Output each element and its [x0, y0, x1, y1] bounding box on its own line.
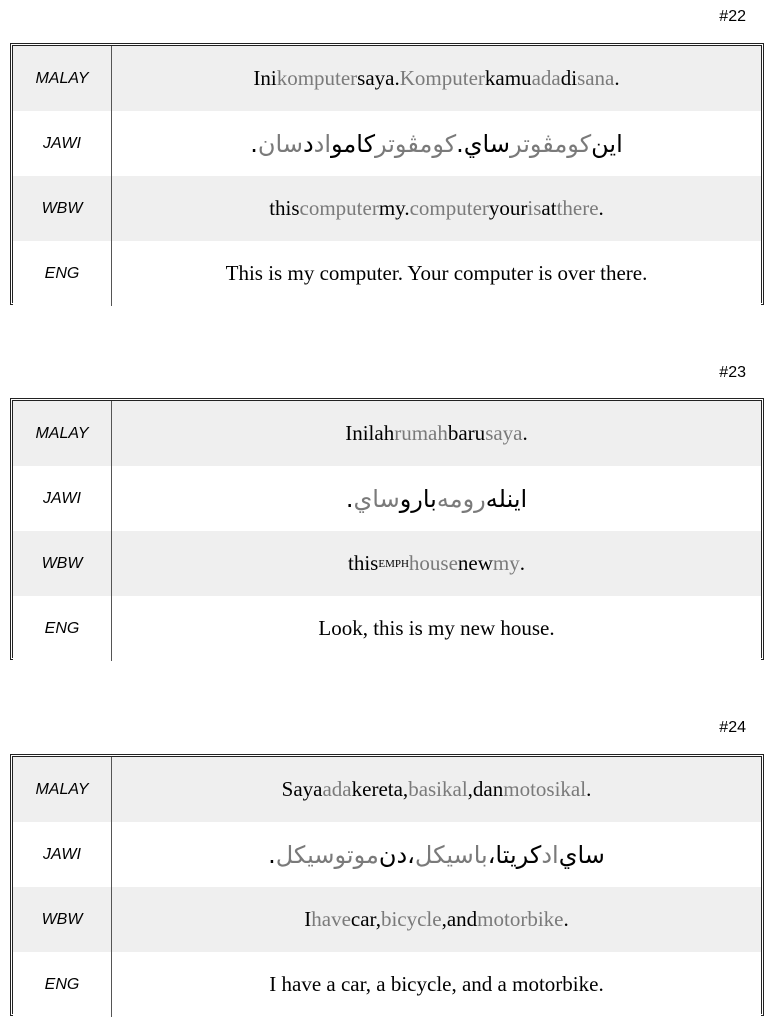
word: rumah: [394, 421, 448, 445]
jawi-label: JAWI: [13, 111, 112, 176]
word: computer: [409, 196, 489, 220]
word: ada: [531, 66, 561, 90]
word: sana: [577, 66, 615, 90]
entry-number: #23: [719, 364, 746, 381]
word: new: [457, 551, 493, 575]
eng-sentence: Look, this is my new house.: [318, 616, 555, 640]
word: ساي: [558, 840, 605, 869]
word: I: [304, 907, 312, 931]
word: car,: [350, 907, 381, 931]
word: د: [302, 129, 314, 158]
word: your: [488, 196, 528, 220]
word: اد: [541, 840, 559, 869]
word: ada: [322, 777, 352, 801]
eng-label: ENG: [13, 596, 112, 661]
word: kereta,: [351, 777, 409, 801]
wbw-row: [13, 531, 761, 596]
jawi-row: [13, 822, 761, 887]
malay-sentence: Inilah rumah baru saya .: [345, 421, 528, 445]
word: ساي.: [456, 129, 510, 158]
word: Saya: [281, 777, 323, 801]
word: komputer: [276, 66, 358, 90]
eng-label: ENG: [13, 241, 112, 306]
word: اد: [313, 129, 331, 158]
word: motosikal: [503, 777, 587, 801]
word: saya.: [357, 66, 400, 90]
jawi-sentence: اينله رومه بارو ساي .: [345, 484, 528, 513]
word: كومڤوتر: [509, 129, 592, 158]
word: and: [446, 907, 478, 931]
wbw-sentence: this EMPH house new my .: [348, 551, 525, 575]
malay-row: [13, 46, 761, 111]
malay-label: MALAY: [13, 46, 112, 111]
word: بارو: [399, 484, 437, 513]
word: Inilah: [345, 421, 395, 445]
malay-row: [13, 757, 761, 822]
jawi-sentence: ساي اد كريتا، باسيكل ، دن موتوسيكل .: [268, 840, 605, 869]
jawi-label: JAWI: [13, 466, 112, 531]
eng-row: [13, 596, 761, 661]
entry-number: #22: [719, 8, 746, 25]
malay-sentence: Saya ada kereta, basikal , dan motosikal .: [281, 777, 592, 801]
eng-sentence: I have a car, a bicycle, and a motorbike.: [269, 972, 604, 996]
malay-label: MALAY: [13, 401, 112, 466]
word: رومه: [436, 484, 486, 513]
word: Komputer: [399, 66, 485, 90]
word: Ini: [253, 66, 277, 90]
wbw-sentence: this computer my. computer your is at there .: [269, 196, 604, 220]
word: my: [492, 551, 520, 575]
jawi-sentence: اين كومڤوتر ساي. كومڤوتر كامو اد د سان .: [250, 129, 623, 158]
word: كريتا،: [487, 840, 542, 869]
wbw-label: WBW: [13, 176, 112, 241]
wbw-sentence: I have car, bicycle , and motorbike .: [304, 907, 569, 931]
malay-label: MALAY: [13, 757, 112, 822]
word: have: [311, 907, 351, 931]
word: باسيكل: [414, 840, 488, 869]
word: كومڤوتر: [375, 129, 457, 158]
word: this: [269, 196, 300, 220]
word: at: [541, 196, 557, 220]
word: موتوسيكل: [275, 840, 379, 869]
word: dan: [472, 777, 504, 801]
eng-row: [13, 241, 761, 306]
sentence-table-22: [10, 43, 764, 305]
word: اين: [591, 129, 623, 158]
word: di: [560, 66, 578, 90]
word: my.: [378, 196, 410, 220]
jawi-row: [13, 111, 761, 176]
wbw-row: [13, 176, 761, 241]
word: دن: [378, 840, 408, 869]
eng-row: [13, 952, 761, 1017]
word: baru: [447, 421, 486, 445]
malay-row: [13, 401, 761, 466]
jawi-row: [13, 466, 761, 531]
word: سان: [257, 129, 303, 158]
eng-label: ENG: [13, 952, 112, 1017]
word: اينله: [485, 484, 528, 513]
wbw-label: WBW: [13, 531, 112, 596]
eng-sentence: This is my computer. Your computer is over there.: [225, 261, 648, 285]
word: bicycle: [380, 907, 442, 931]
word: كامو: [331, 129, 375, 158]
malay-sentence: Ini komputer saya. Komputer kamu ada di sana .: [253, 66, 620, 90]
word: house: [408, 551, 458, 575]
word: basikal: [408, 777, 468, 801]
sentence-table-24: [10, 754, 764, 1016]
word: motorbike: [477, 907, 564, 931]
word: is: [527, 196, 542, 220]
sentence-table-23: [10, 398, 764, 660]
word: there: [556, 196, 599, 220]
word: ساي: [353, 484, 400, 513]
word: this: [348, 551, 379, 575]
word: saya: [485, 421, 523, 445]
word: kamu: [484, 66, 532, 90]
wbw-label: WBW: [13, 887, 112, 952]
entry-number: #24: [719, 719, 746, 736]
wbw-row: [13, 887, 761, 952]
jawi-label: JAWI: [13, 822, 112, 887]
word: computer: [299, 196, 379, 220]
